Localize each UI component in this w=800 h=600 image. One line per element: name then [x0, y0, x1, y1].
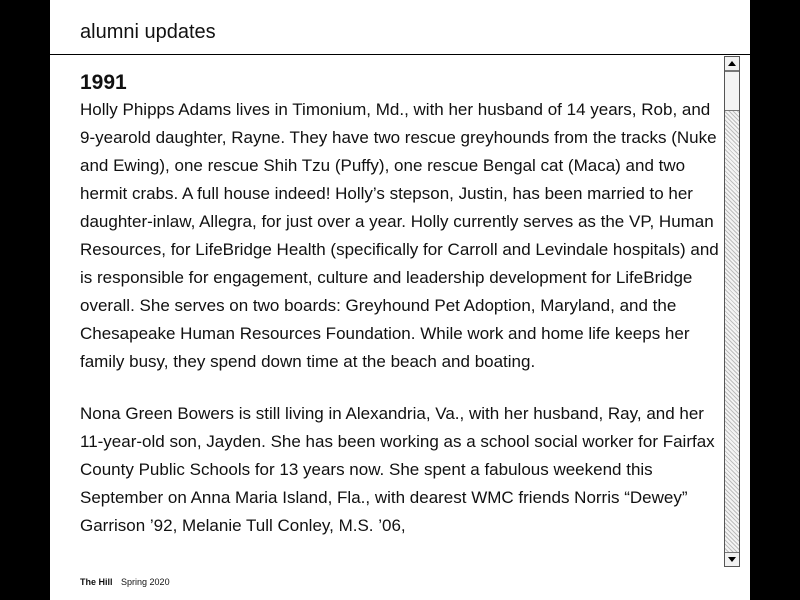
- article-content: [80, 56, 720, 568]
- page-footer: [80, 576, 170, 588]
- vertical-scrollbar[interactable]: [724, 56, 740, 567]
- alumni-note-paragraph: Nona Green Bowers is still living in Alexandria, Va., with her husband, Ray, and her 11-year-old son, Jayden. She has been working as a school social worker for Fairfax County Public Schools for 13 years now. She spent a fabulous weekend this September on Anna Maria Island, Fla., with dearest WMC friends Norris “Dewey” Garrison ’92, Melanie Tull Conley, M.S. ’06,: [80, 404, 715, 535]
- issue-label: Spring 2020: [121, 577, 170, 587]
- section-title: alumni updates: [80, 21, 216, 43]
- scroll-thumb[interactable]: [725, 71, 739, 111]
- scroll-up-button[interactable]: [725, 57, 739, 71]
- publication-name: The Hill: [80, 577, 113, 587]
- class-year-heading: 1991: [80, 71, 127, 94]
- page: [50, 0, 750, 600]
- arrow-down-icon: [728, 557, 736, 562]
- header: [50, 0, 750, 55]
- arrow-up-icon: [728, 61, 736, 66]
- alumni-note-paragraph: Holly Phipps Adams lives in Timonium, Md., with her husband of 14 years, Rob, and 9-yearold daughter, Rayne. They have two rescue greyhounds from the tracks (Nuke and Ewing), one rescue Shih Tzu (Puffy), one rescue Bengal cat (Maca) and two hermit crabs. A full house indeed! Holly’s stepson, Justin, has been married to her daughter-inlaw, Allegra, for just over a year. Holly currently serves as the VP, Human Resources, for LifeBridge Health (specifically for Carroll and Levindale hospitals) and is responsible for engagement, culture and leadership development for LifeBridge overall. She serves on two boards: Greyhound Pet Adoption, Maryland, and the Chesapeake Human Resources Foundation. While work and home life keeps her family busy, they spend down time at the beach and boating.: [80, 100, 719, 371]
- scroll-down-button[interactable]: [725, 552, 739, 566]
